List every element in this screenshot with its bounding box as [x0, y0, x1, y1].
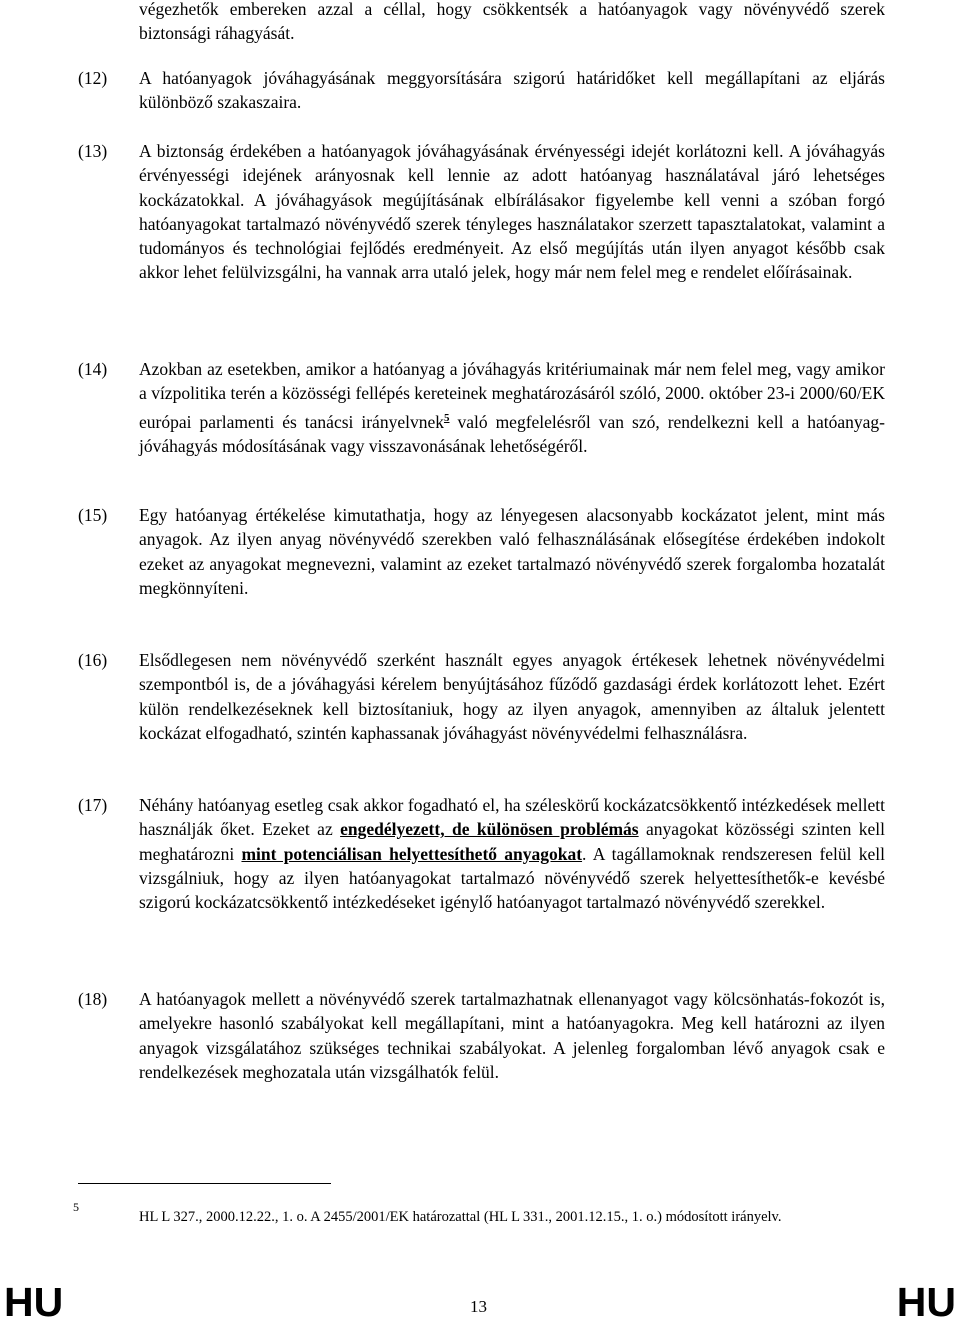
paragraph-17-number: (17): [78, 795, 108, 815]
highlight-problematic-substances: engedélyezett, de különösen problémás: [340, 819, 639, 840]
footnote-mark: 5: [73, 1200, 79, 1214]
paragraph-11-continuation: végezhetők embereken azzal a céllal, hogy csökkentsék a hatóanyagok vagy növényvédő szerek biztonsági ráhagyását.: [139, 0, 885, 44]
footnote-reference[interactable]: 5: [443, 411, 450, 424]
paragraph-18-number: (18): [78, 989, 108, 1009]
paragraph-17-text-c: . A tagállamoknak rendszeresen felül kell vizsgálniuk, hogy az ilyen hatóanyagokat tartalmazó növényvédő szerek helyettesíthetők-e kevésbé szigorú kockázatcsökkentő intézkedéseket igénylő hatóanyagot tartalmazó növényvédő szerekkel.: [139, 843, 885, 913]
footnote-text: HL L 327., 2000.12.22., 1. o. A 2455/2001/EK határozattal (HL L 331., 2001.12.15., 1. o.) módosított irányelv.: [139, 1209, 782, 1225]
language-code-left: HU: [4, 1279, 64, 1325]
page-number: 13: [470, 1297, 487, 1316]
paragraph-14-text-a: Azokban az esetekben, amikor a hatóanyag a jóváhagyás kritériumainak már nem felel meg, vagy amikor a vízpolitika terén a közösségi fellépés kereteinek meghatározásáról szóló, 2000. október 23-i 2000/60/EK európai parlamenti és tanácsi irányelvnek: [139, 359, 885, 432]
paragraph-17-text-a: Néhány hatóanyag esetleg csak akkor fogadható el, ha széleskörű kockázatcsökkentő intézkedések mellett használják őket. Ezeket az: [139, 795, 885, 840]
paragraph-15: Egy hatóanyag értékelése kimutathatja, hogy az lényegesen alacsonyabb kockázatot jelent, mint más anyagok. Az ilyen anyag növényvédő szerekben való felhasználásának elősegítése érdekében indokolt ezeket az anyagokat megnevezni, valamint az ezeket tartalmazó növényvédő szerek forgalomba hozatalát megkönnyíteni.: [139, 505, 885, 598]
paragraph-14-text-b: való megfelelésről van szó, rendelkezni kell a hatóanyag-jóváhagyás módosításának vagy visszavonásának lehetőségéről.: [139, 411, 885, 456]
paragraph-13: A biztonság érdekében a hatóanyagok jóváhagyásának érvényességi idejét korlátozni kell. A jóváhagyás érvényességi idejének arányosnak kell lennie az adott hatóanyag használatával járó lehetséges kockázatokkal. A jóváhagyások megújításának elbírálásakor figyelembe kell venni a szóban forgó hatóanyagokat tartalmazó növényvédő szerek tényleges használatakor szerzett tapasztalatokat, valamint a tudományos és technológiai fejlődés eredményeit. Az első megújítás után ilyen anyagot később csak akkor lehet felülvizsgálni, ha vannak arra utaló jelek, hogy már nem felel meg e rendelet előírásainak.: [139, 141, 885, 283]
highlight-substitution-candidates: mint potenciálisan helyettesíthető anyagokat: [241, 843, 583, 864]
language-code-right: HU: [896, 1279, 956, 1325]
paragraph-16: Elsődlegesen nem növényvédő szerként használt egyes anyagok értékesek lehetnek növényvédelmi szempontból is, de a jóváhagyási kérelem benyújtásához fűződő gazdasági érdek korlátozott lehet. Ezért külön rendelkezéseknek kell biztosítaniuk, hogy az ilyen anyagok, amennyiben az általuk jelentett kockázat elfogadható, szintén kaphassanak jóváhagyást növényvédelmi felhasználásra.: [139, 650, 885, 743]
paragraph-16-number: (16): [78, 650, 108, 670]
paragraph-17: [139, 793, 885, 914]
footnote-separator: [78, 1183, 331, 1184]
paragraph-12-number: (12): [78, 68, 108, 88]
paragraph-14: [139, 357, 885, 458]
paragraph-18: A hatóanyagok mellett a növényvédő szerek tartalmazhatnak ellenanyagot vagy kölcsönhatás-fokozót is, amelyekre hasonló szabályokat kell megállapítani, mint a hatóanyagokra. Meg kell határozni az ilyen anyagok vizsgálatához szükséges technikai szabályokat. A jelenleg forgalomban lévő anyagok csak e rendelkezések meghozatala után vizsgálhatók felül.: [139, 989, 885, 1082]
paragraph-12: A hatóanyagok jóváhagyásának meggyorsítására szigorú határidőket kell megállapítani az eljárás különböző szakaszaira.: [139, 68, 885, 113]
paragraph-17-text-b: anyagokat közösségi szinten kell meghatározni: [139, 819, 885, 864]
paragraph-14-number: (14): [78, 359, 108, 379]
paragraph-15-number: (15): [78, 505, 108, 525]
paragraph-13-number: (13): [78, 141, 108, 161]
